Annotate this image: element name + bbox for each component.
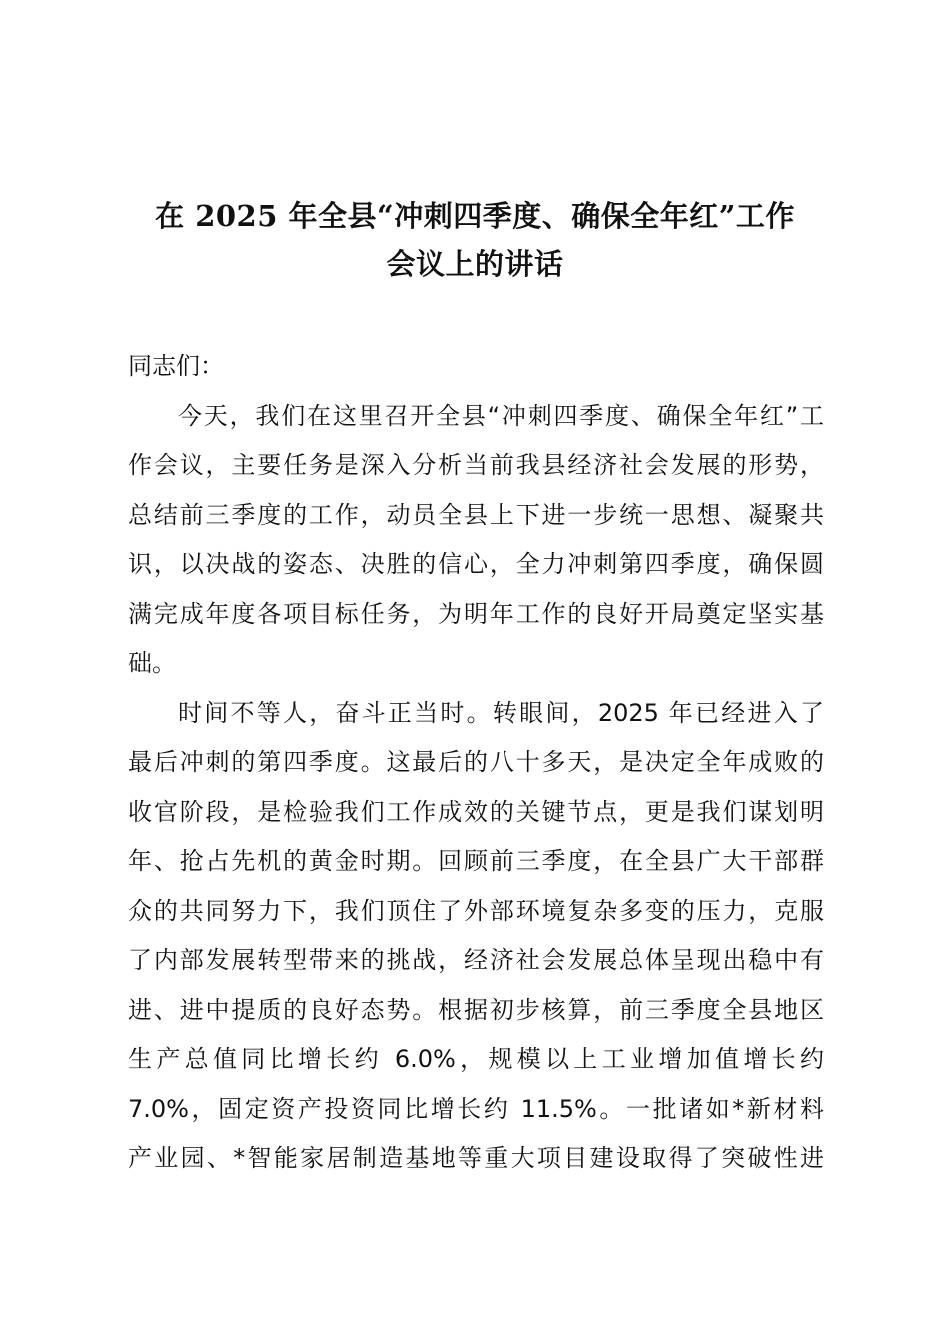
title-line-1: 在 2025 年全县“冲刺四季度、确保全年红”工作 xyxy=(155,199,795,233)
paragraph-2-line-7: 进、进中提质的良好态势。根据初步核算，前三季度全县地区 xyxy=(128,995,824,1024)
paragraph-1-line-4: 识，以决战的姿态、决胜的信心，全力冲刺第四季度，确保圆 xyxy=(128,550,824,578)
paragraph-1-line-3: 总结前三季度的工作，动员全县上下进一步统一思想、凝聚共 xyxy=(128,500,824,529)
paragraph-1-line-5: 满完成年度各项目标任务，为明年工作的良好开局奠定坚实基 xyxy=(128,599,824,628)
salutation: 同志们： xyxy=(128,352,224,380)
paragraph-1 xyxy=(128,392,824,689)
paragraph-1-line-6: 础。 xyxy=(128,649,176,677)
paragraph-2-line-8: 生产总值同比增长约 6.0%，规模以上工业增加值增长约 xyxy=(128,1045,824,1073)
paragraph-2-line-2: 最后冲刺的第四季度。这最后的八十多天，是决定全年成败的 xyxy=(128,748,824,776)
paragraph-1-line-2: 作会议，主要任务是深入分析当前我县经济社会发展的形势， xyxy=(128,451,824,479)
paragraph-2-line-1: 时间不等人，奋斗正当时。转眼间，2025 年已经进入了 xyxy=(178,698,824,727)
paragraph-2-line-5: 众的共同努力下，我们顶住了外部环境复杂多变的压力，克服 xyxy=(128,896,824,925)
paragraph-2-line-6: 了内部发展转型带来的挑战，经济社会发展总体呈现出稳中有 xyxy=(128,946,824,974)
paragraph-2-line-9: 7.0%，固定资产投资同比增长约 11.5%。一批诸如*新材料 xyxy=(128,1094,824,1123)
title-line-2: 会议上的讲话 xyxy=(386,247,564,281)
paragraph-2 xyxy=(128,689,824,1184)
document-body xyxy=(128,342,824,1184)
paragraph-1-line-1: 今天，我们在这里召开全县“冲刺四季度、确保全年红”工 xyxy=(178,401,824,430)
paragraph-2-line-3: 收官阶段，是检验我们工作成效的关键节点，更是我们谋划明 xyxy=(128,797,824,826)
paragraph-2-line-4: 年、抢占先机的黄金时期。回顾前三季度，在全县广大干部群 xyxy=(128,847,824,875)
paragraph-2-line-10: 产业园、*智能家居制造基地等重大项目建设取得了突破性进 xyxy=(128,1144,824,1172)
document-title xyxy=(110,192,840,288)
